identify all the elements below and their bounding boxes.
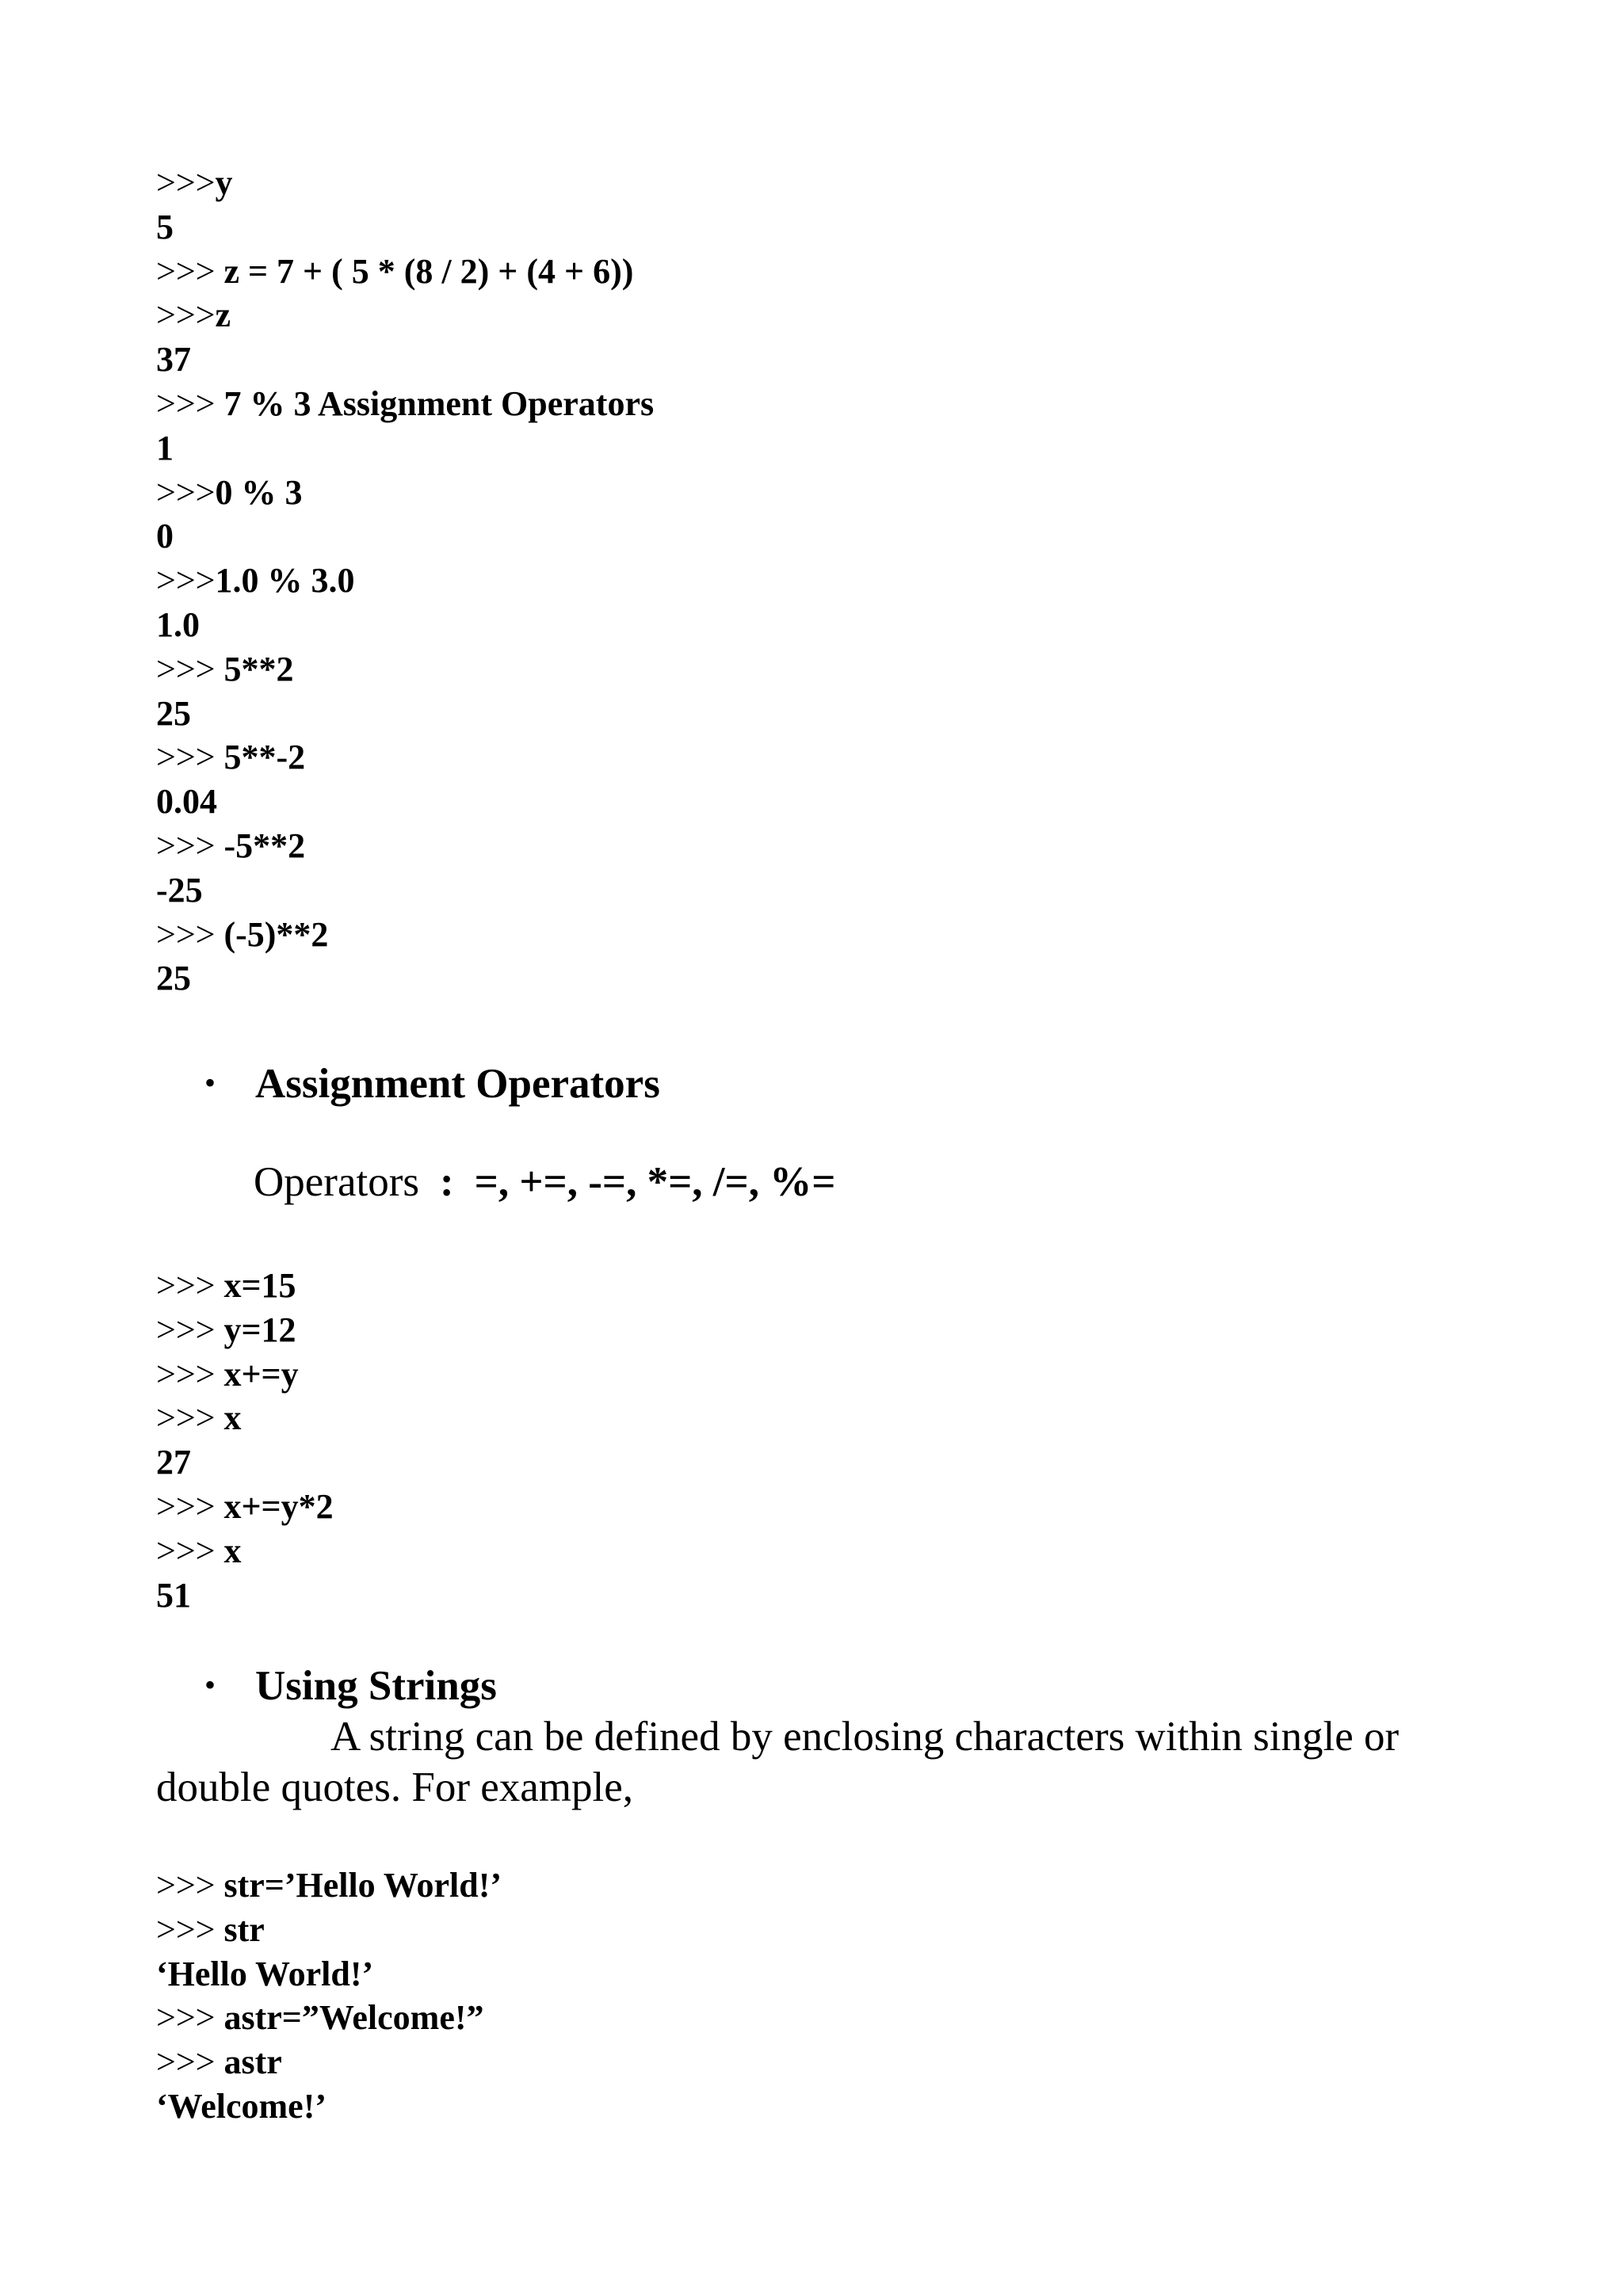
- prompt-marker: >>>: [156, 1354, 224, 1394]
- code-text: str=’Hello World!’: [223, 1866, 502, 1905]
- code-text: -25: [156, 870, 203, 910]
- code-text: 1: [156, 428, 174, 467]
- code-line: [156, 1264, 334, 1308]
- code-text: 5**-2: [223, 738, 306, 777]
- code-line: [156, 1863, 502, 1908]
- arithmetic-code-block: [156, 161, 654, 1001]
- code-text: x+=y: [223, 1354, 299, 1394]
- code-text: 27: [156, 1443, 191, 1482]
- prompt-marker: >>>: [156, 649, 224, 688]
- code-line: [156, 692, 654, 736]
- code-text: z: [215, 296, 231, 335]
- code-text: x+=y*2: [223, 1486, 334, 1526]
- code-text: astr: [223, 2042, 282, 2082]
- prompt-marker: >>>: [156, 163, 216, 202]
- strings-paragraph: A string can be defined by enclosing characters within single or double quotes. For example,: [156, 1714, 1400, 1810]
- prompt-marker: >>>: [156, 826, 224, 865]
- prompt-marker: >>>: [156, 296, 216, 335]
- strings-heading-row: [204, 1662, 497, 1710]
- prompt-marker: >>>: [156, 561, 216, 601]
- strings-code-block: [156, 1863, 502, 2129]
- code-line: [156, 426, 654, 471]
- code-line: [156, 338, 654, 382]
- bullet-icon: •: [204, 1065, 216, 1101]
- prompt-marker: >>>: [156, 1398, 224, 1438]
- code-line: [156, 559, 654, 603]
- code-line: [156, 824, 654, 868]
- assignment-code-block: [156, 1264, 334, 1617]
- code-text: 25: [156, 693, 191, 733]
- code-line: [156, 2040, 502, 2084]
- code-text: x: [223, 1531, 242, 1570]
- code-line: [156, 471, 654, 515]
- code-line: [156, 2084, 502, 2129]
- code-text: y: [215, 163, 233, 202]
- code-text: x: [223, 1398, 242, 1438]
- code-text: 7 % 3 Assignment Operators: [223, 383, 655, 423]
- code-text: x=15: [223, 1266, 296, 1305]
- code-text: 1.0 % 3.0: [215, 561, 355, 601]
- prompt-marker: >>>: [156, 383, 224, 423]
- operators-label: Operators: [254, 1159, 419, 1205]
- code-line: [156, 161, 654, 205]
- code-text: 5**2: [223, 649, 294, 688]
- code-line: [156, 956, 654, 1001]
- code-text: 0: [156, 517, 174, 556]
- prompt-marker: >>>: [156, 914, 224, 954]
- code-line: [156, 1573, 334, 1618]
- code-text: 37: [156, 340, 191, 379]
- code-line: [156, 780, 654, 824]
- code-text: 1.0: [156, 605, 200, 644]
- code-line: [156, 250, 654, 294]
- code-line: [156, 1996, 502, 2040]
- code-text: 51: [156, 1575, 191, 1615]
- prompt-marker: >>>: [156, 1866, 224, 1905]
- code-line: [156, 868, 654, 913]
- code-text: str: [223, 1909, 265, 1949]
- code-line: [156, 1485, 334, 1529]
- code-text: y=12: [223, 1310, 296, 1349]
- operators-line: [254, 1158, 835, 1206]
- code-line: [156, 913, 654, 957]
- prompt-marker: >>>: [156, 1909, 224, 1949]
- code-text: 5: [156, 207, 174, 246]
- code-text: -5**2: [223, 826, 306, 865]
- strings-heading: Using Strings: [255, 1663, 497, 1709]
- code-text: 25: [156, 959, 191, 998]
- code-line: [156, 1908, 502, 1952]
- code-line: [156, 1952, 502, 1997]
- code-line: [156, 1529, 334, 1573]
- operators-colon: :: [439, 1159, 454, 1205]
- code-line: [156, 603, 654, 647]
- prompt-marker: >>>: [156, 1486, 224, 1526]
- prompt-marker: >>>: [156, 1998, 224, 2038]
- code-line: [156, 1352, 334, 1397]
- code-text: 0.04: [156, 782, 217, 822]
- prompt-marker: >>>: [156, 472, 216, 512]
- code-line: [156, 1440, 334, 1485]
- prompt-marker: >>>: [156, 251, 224, 291]
- prompt-marker: >>>: [156, 1266, 224, 1305]
- code-text: astr=”Welcome!”: [223, 1998, 484, 2038]
- code-line: [156, 293, 654, 338]
- operators-list: =, +=, -=, *=, /=, %=: [474, 1159, 836, 1205]
- code-line: [156, 1308, 334, 1352]
- code-text: ‘Hello World!’: [156, 1954, 374, 1993]
- assignment-heading-row: [204, 1060, 660, 1108]
- prompt-marker: >>>: [156, 1310, 224, 1349]
- prompt-marker: >>>: [156, 738, 224, 777]
- code-text: 0 % 3: [215, 472, 303, 512]
- code-line: [156, 647, 654, 692]
- code-line: [156, 1396, 334, 1440]
- code-line: [156, 382, 654, 426]
- assignment-heading: Assignment Operators: [255, 1061, 660, 1107]
- code-line: [156, 735, 654, 780]
- prompt-marker: >>>: [156, 2042, 224, 2082]
- code-line: [156, 514, 654, 559]
- code-line: [156, 205, 654, 250]
- code-text: (-5)**2: [223, 914, 329, 954]
- bullet-icon: •: [204, 1667, 216, 1703]
- code-text: ‘Welcome!’: [156, 2086, 327, 2126]
- code-text: z = 7 + ( 5 * (8 / 2) + (4 + 6)): [223, 251, 634, 291]
- prompt-marker: >>>: [156, 1531, 224, 1570]
